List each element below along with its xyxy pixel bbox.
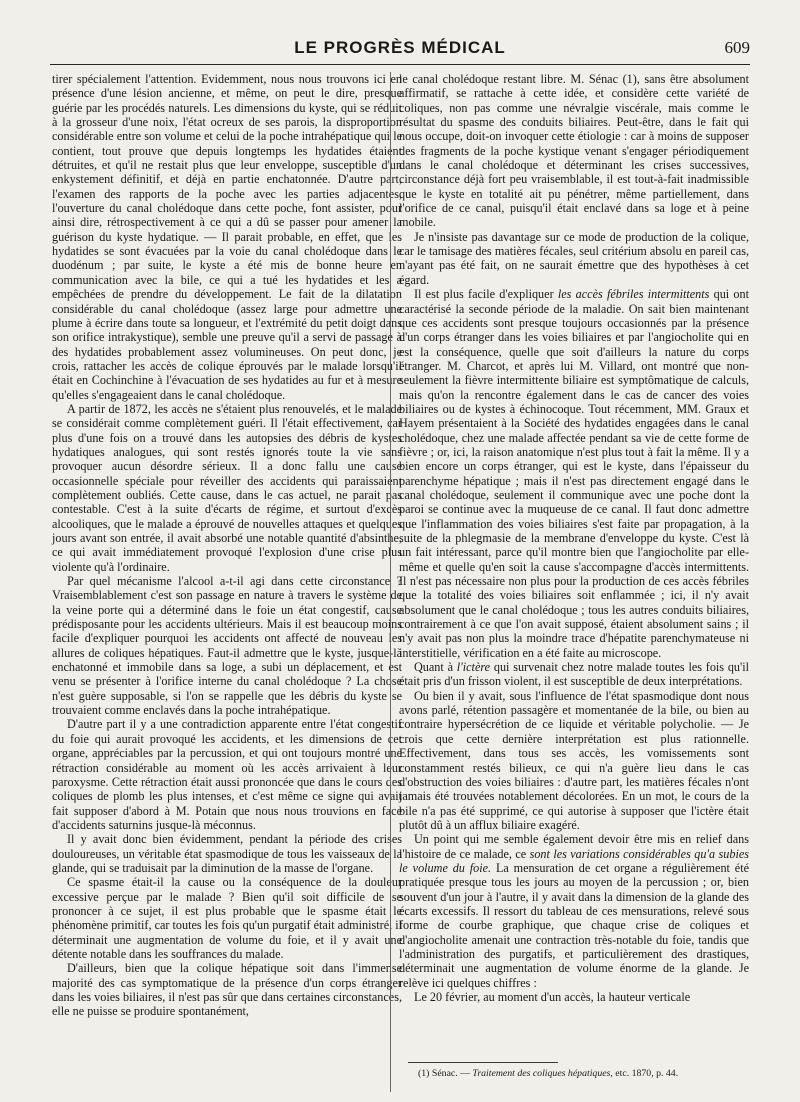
paragraph [399, 287, 749, 660]
paragraph: D'autre part il y a une contradiction apparente entre l'état congestif du foie qui aurait provoqué les accidents, et les dimensions de cet organe, appréciables par la percussion, et qui ont toujours montré une rétraction considérable au moment où les accès arrivaient à leur paroxysme. Cette rétraction était aussi prononcée que dans le cours des coliques de plomb les plus intenses, et c'est même ce signe qui avait fait supposer d'abord à M. Potain que nous nous trouvions en face d'accidents saturnins jusque-là méconnus. [52, 717, 402, 832]
paragraph: Par quel mécanisme l'alcool a-t-il agi dans cette circonstance ? Vraisemblablement c'est son passage en nature à travers le système de la veine porte qui a déterminé dans le foie un état congestif, cause prédisposante pour les accidents ultérieurs. Mais il est beaucoup moins facile d'expliquer pourquoi les accidents ont affecté de nouveau les allures de coliques hépatiques. Faut-il admettre que le kyste, jusque-là enchatonné et immobile dans sa loge, a subi un déplacement, et est venu se présenter à l'orifice interne du canal cholédoque ? La chose n'est guère supposable, si l'on se rappelle que les débris du kyste se trouvaient comme enclavés dans la poche intrahépatique. [52, 574, 402, 718]
journal-title: LE PROGRÈS MÉDICAL [294, 38, 506, 57]
paragraph-text: qui survenait chez notre malade toutes les fois qu'il était pris d'un frisson violent, il est susceptible de deux interprétations. [399, 660, 749, 689]
paragraph-continued: tirer spécialement l'attention. Evidemment, nous nous trouvons ici en présence d'une lésion ancienne, et même, on peut le dire, presque guérie par les procédés naturels. Les dimensions du kyste, qui se réduit à la grosseur d'une noix, l'état ocreux de ses parois, la disproportion considérable entre son volume et celui de la poche intrahépatique qui le contient, tout prouve que depuis longtemps les hydatides étaient détruites, et qu'il ne restait plus que leur enveloppe, susceptible d'un enkystement définitif, et déjà en partie enchatonnée. D'autre part, l'examen des rapports de la poche avec les parties adjacentes, l'ouverture du canal cholédoque dans cette poche, font assister, pour ainsi dire, rétrospectivement à ce qui a dû se passer pour amener la guérison du kyste hydatique. — Il parait probable, en effet, que les hydatides se sont évacuées par la voie du canal cholédoque dans le duodénum ; par suite, le kyste a été mis de bonne heure en communication avec la bile, ce qui a tué les hydatides et les a empêchées de prendre du développement. Le fait de la dilatation considérable du canal cholédoque (assez large pour admettre une plume à écrire dans toute sa longueur, et l'extrémité du petit doigt dans son orifice intrakystique), semble une preuve qu'il a servi de passage à des hydatides probablement assez volumineuses. On peut donc, je crois, rattacher les accès de colique éprouvés par le malade lorsqu'il était en Cochinchine à l'évacuation de ses hydatides au fur et à mesure qu'elles s'engageaient dans le canal cholédoque. [52, 72, 402, 402]
column-divider [390, 72, 391, 1092]
italic-emphasis: l'ictère [456, 660, 491, 675]
paragraph-text: Il est plus facile d'expliquer [414, 287, 558, 302]
paragraph-text: Un point qui me semble également devoir être mis en relief dans l'histoire de ce malade, ce [399, 832, 749, 861]
paragraph: Ou bien il y avait, sous l'influence de l'état spasmodique dont nous avons parlé, rétention passagère et momentanée de la bile, ou bien au contraire hypersécrétion de ce liquide et véritable polycholie. — Je crois que cette dernière interprétation est plus rationnelle. Effectivement, dans tous ses accès, les vomissements sont constamment restés bilieux, ce qui n'a guère lieu dans le cas d'obstruction des voies biliaires : d'autre part, les matières fécales n'ont jamais été trouvées notablement décolorées. En un mot, le cours de la bile n'a pas été supprimé, ce qui autorise à supposer que l'ictère était plutôt dû à un afflux biliaire exagéré. [399, 688, 749, 832]
page-number: 609 [724, 38, 750, 57]
right-column [399, 72, 749, 1072]
italic-emphasis: les accès fébriles intermittents [557, 287, 710, 302]
paragraph: Ce spasme était-il la cause ou la conséquence de la douleur excessive perçue par le malade ? Bien qu'il soit difficile de se prononcer à ce sujet, il est plus probable que le spasme était le phénomène primitif, car toutes les fois qu'un purgatif était administré, il déterminait une augmentation de volume du foie, et il y avait une détente notable dans les souffrances du malade. [52, 875, 402, 961]
paragraph: Je n'insiste pas davantage sur ce mode de production de la colique, car le tamisage des matières fécales, seul critérium absolu en pareil cas, n'ayant pas été fait, on ne saurait émettre que des hypothèses à cet égard. [399, 229, 749, 287]
paragraph [399, 660, 749, 689]
paragraph-continued: le canal cholédoque restant libre. M. Sénac (1), sans être absolument affirmatif, se rattache à cette idée, et considère cette variété de coliques, non pas comme une névralgie viscérale, mais comme le résultat du spasme des conduits biliaires. Peut-être, dans le fait qui nous occupe, doit-on invoquer cette étiologie : car à moins de supposer des fragments de la poche kystique venant s'engager périodiquement dans le canal cholédoque et déterminant les crises successives, circonstance déjà fort peu vraisemblable, il est tout-à-fait inadmissible que le kyste en totalité ait pu pénétrer, même partiellement, dans l'orifice de ce canal, puisqu'il était enclavé dans sa loge et à peine mobile. [399, 72, 749, 230]
paragraph [399, 832, 749, 990]
paragraph-text: La mensuration de cet organe a régulièrement été pratiquée presque tous les jours au moyen de la percussion ; or, bien souvent d'un jour à l'autre, il y avait dans la dimension de la glande des écarts excessifs. Il ressort du tableau de ces mensurations, relevé sous forme de courbe graphique, que chaque crise de coliques et d'angiocholite amenait une contraction très-notable du foie, tandis que l'administration des purgatifs, et particulièrement des drastiques, déterminait une augmentation de volume énorme de la glande. Je relève ici quelques chiffres : [399, 860, 749, 990]
footnote-rule [408, 1062, 558, 1063]
footnote-lead: (1) Sénac. — [418, 1068, 473, 1079]
footnote-title: Traitement des coliques hépatiques [472, 1068, 611, 1079]
paragraph: Le 20 février, au moment d'un accès, la hauteur verticale [414, 990, 691, 1004]
footnote [418, 1068, 758, 1080]
italic-emphasis: sont les variations considérables qu'a subies le volume du foie. [399, 846, 750, 875]
running-header [0, 38, 800, 62]
header-rule [50, 64, 750, 65]
paragraph: Il y avait donc bien évidemment, pendant la période des crises douloureuses, un véritable état spasmodique de tous les vaisseaux de la glande, qui se traduisait par la diminution de la masse de l'organe. [52, 832, 402, 875]
paragraph: D'ailleurs, bien que la colique hépatique soit dans l'immense majorité des cas symptomatique de la présence d'un corps étranger dans les voies biliaires, il n'est pas sûr que dans certaines circonstances, elle ne puisse se produire spontanément, [52, 961, 402, 1019]
paragraph-text: Quant à [414, 660, 457, 675]
paragraph: A partir de 1872, les accès ne s'étaient plus renouvelés, et le malade se considérait comme complètement guéri. Il l'était effectivement, car plus d'une fois on a trouvé dans les autopsies des débris de kystes hydatiques analogues, qui sont restés ignorés toute la vie sans provoquer aucun désordre sérieux. Il a donc fallu une cause occasionnelle spéciale pour réveiller des accidents qui paraissaient complètement oubliés. Cette cause, dans le cas actuel, ne parait pas contestable. C'est à la suite d'écarts de régime, et surtout d'excès alcooliques, que le malade a éprouvé de nouvelles attaques et quelques jours avant son entrée, il avait absorbé une notable quantité d'absinthe, ce qui avait immédiatement provoqué l'explosion d'une crise plus violente qu'à l'ordinaire. [52, 401, 402, 574]
paragraph-text: qui ont caractérisé la seconde période de la maladie. On sait bien maintenant que ces accidents sont presque toujours occasionnés par la présence d'un corps étranger dans les voies biliaires et par l'angiocholite qui en est la conséquence, quelle que soit d'ailleurs la nature du corps étranger. M. Charcot, et après lui M. Villard, ont montré que non-seulement la fièvre intermittente biliaire est symptômatique de calculs, mais qu'on la rencontre également dans le cas de cancer des voies biliaires ou de kystes à échinocoque. Tout récemment, MM. Graux et Hayem présentaient à la Société des hydatides engagées dans le canal cholédoque, chez une malade affectée pendant sa vie de cette forme de fièvre ; or, ici, la raison anatomique n'est plus tout à fait la même. Il y a bien encore un corps étranger, qui est le kyste, dans l'épaisseur du parenchyme hépatique ; mais il n'est pas directement engagé dans le canal cholédoque, seulement il communique avec une poche dont la paroi se continue avec la muqueuse de ce canal. Il faut donc admettre que l'inflammation des voies biliaires s'est faite par propagation, à la suite de la phlegmasie de la membrane d'enveloppe du kyste. C'est là un fait intéressant, parce qu'il montre bien que l'angiocholite par elle-même et quelle qu'en soit la cause s'accompagne d'accès intermittents. Il n'est pas nécessaire non plus pour la production de ces accès fébriles que la totalité des voies biliaires soit enflammée ; ici, il n'y avait absolument que le canal cholédoque ; tous les autres conduits biliaires, contrairement à ce que l'on avait supposé, étaient absolument sains ; il n'y avait pas non plus la moindre trace d'hépatite parenchymateuse ni interstitielle, vérification en a été faite au microscope. [399, 287, 749, 660]
left-column [52, 72, 402, 1102]
footnote-tail: , etc. 1870, p. 44. [610, 1068, 679, 1079]
